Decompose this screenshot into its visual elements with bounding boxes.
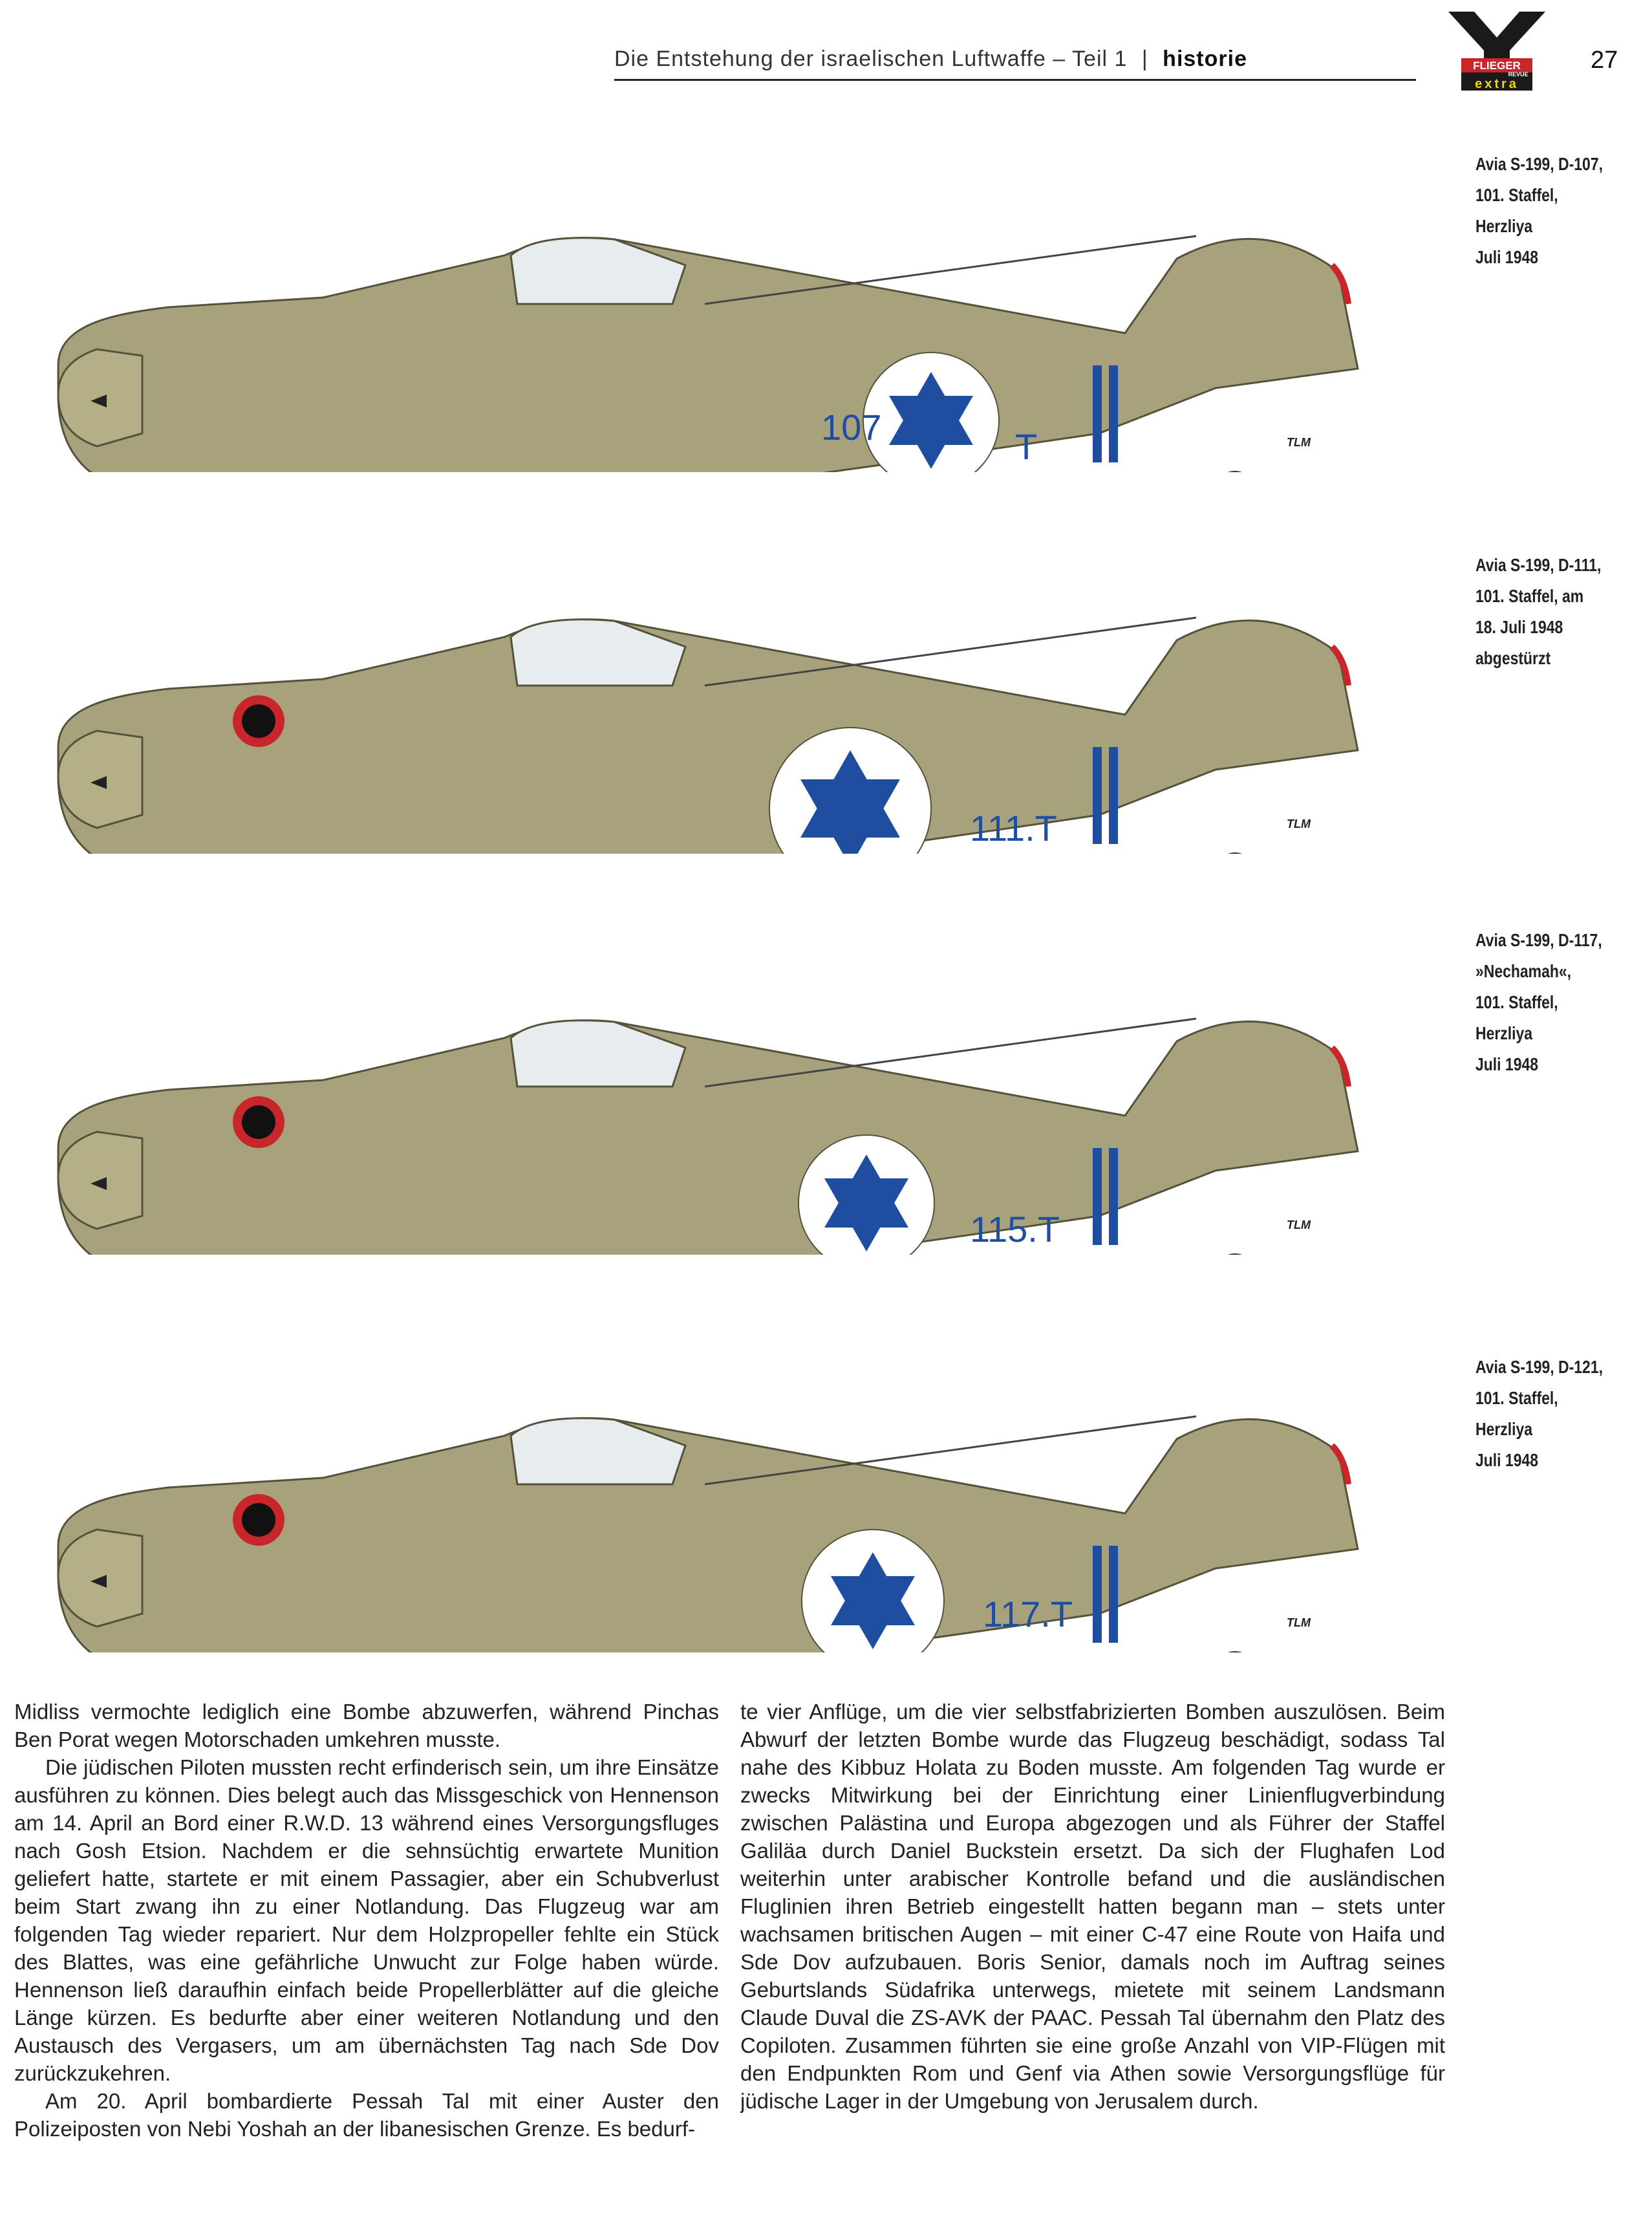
aircraft-caption-3: Avia S-199, D-117, »Nechamah«, 101. Staffel, Herzliya Juli 1948 (1475, 930, 1602, 1074)
aircraft-profile-2 (0, 492, 1422, 854)
paragraph: Die jüdischen Piloten mussten recht erfinderisch sein, um ihre Einsätze ausführen zu können. Dies belegt auch das Missgeschick von Hennenson am 14. April an Bord einer R.W.D. 13 während eines Versorgungsfluges nach Gosh Etsion. Nachdem er die sehnsüchtig erwartete Munition geliefert hatte, startete er mit einem Passagier, aber ein Schubverlust beim Start zwang ihn zu einer Notlandung. Das Flugzeug war am folgenden Tag wieder repariert. Nur dem Holzpropeller fehlte ein Stück des Blattes, was eine gefährliche Unwucht zur Folge haben würde. Hennenson ließ daraufhin einfach beide Propellerblätter auf die gleiche Länge kürzen. Es bedurfte aber einer weiteren Notlandung und den Austausch des Vergasers, um am übernächsten Tag nach Sde Dov zurückzukehren. (14, 1755, 719, 2085)
aircraft-caption-2: Avia S-199, D-111, 101. Staffel, am 18. Juli 1948 abgestürzt (1475, 555, 1602, 668)
aircraft-2-illustration (0, 492, 1422, 854)
body-column-left (14, 1698, 719, 2215)
aircraft-1-illustration (0, 110, 1422, 472)
aircraft-serial: 117.T (983, 1594, 1073, 1634)
aircraft-profile-1 (0, 110, 1422, 472)
aircraft-serial-suffix: T (1015, 426, 1038, 467)
header-separator: | (1141, 47, 1148, 71)
paragraph: te vier Anflüge, um die vier selbstfabrizierten Bomben auszulösen. Beim Abwurf der letzten Bombe wurde das Flugzeug beschädigt, sodass Tal nahe des Kibbuz Holata zu Boden musste. Am folgenden Tag wurde er zwecks Mitwirkung bei der Einrichtung einer Linienflugverbindung zwischen Palästina und Europa abgezogen und als Führer der Staffel Galiläa durch Daniel Buckstein ersetzt. Da sich der Flughafen Lod weiterhin unter arabischer Kontrolle befand und die ausländischen Fluglinien ihren Betrieb eingestellt hatten begann man – stets unter wachsamen britischen Augen – mit einer C-47 eine Route von Haifa und Sde Dov aufzubauen. Boris Senior, damals noch im Auftrag seines Geburtslands Südafrika unterwegs, mietete mit seinem Landsmann Claude Duval die ZS-AVK der PAAC. Pessah Tal übernahm den Platz des Copiloten. Zusammen führten sie eine große Anzahl von VIP-Flügen mit den Endpunkten Rom und Genf via Athen sowie Versorgungsflüge für jüdische Lager in der Umgebung von Jerusalem durch. (740, 1700, 1445, 2113)
section-label: historie (1163, 47, 1247, 71)
logo-line3: extra (1475, 77, 1519, 91)
logo-line2: REVUE (1508, 71, 1529, 78)
artist-signature: TLM (1287, 1616, 1311, 1629)
artist-signature: TLM (1287, 1218, 1311, 1231)
section-heading (614, 47, 1247, 72)
running-header (614, 40, 1416, 81)
paragraph: Am 20. April bombardierte Pessah Tal mit einer Auster den Polizeiposten von Nebi Yoshah an der libanesischen Grenze. Es bedurf- (14, 2089, 719, 2141)
aircraft-serial: 107 (821, 407, 882, 448)
paragraph: Midliss vermochte lediglich eine Bombe abzuwerfen, während Pinchas Ben Porat wegen Motorschaden umkehren musste. (14, 1700, 719, 1751)
aircraft-serial: 111.T (970, 808, 1057, 849)
aircraft-serial: 115.T (970, 1209, 1060, 1250)
magazine-logo (1448, 12, 1545, 92)
aircraft-profile-3 (0, 893, 1422, 1255)
body-column-right (740, 1698, 1445, 2215)
section-title: Die Entstehung der israelischen Luftwaffe – Teil 1 (614, 47, 1128, 71)
artist-signature: TLM (1287, 817, 1311, 830)
artist-signature: TLM (1287, 436, 1311, 449)
aircraft-profile-4 (0, 1290, 1422, 1652)
aircraft-caption-4: Avia S-199, D-121, 101. Staffel, Herzliya Juli 1948 (1475, 1357, 1603, 1470)
logo-line1: FLIEGER (1473, 60, 1521, 72)
flieger-revue-logo-icon (1448, 12, 1545, 92)
aircraft-4-illustration (0, 1290, 1422, 1652)
page-number: 27 (1591, 47, 1618, 74)
aircraft-caption-1: Avia S-199, D-107, 101. Staffel, Herzliya Juli 1948 (1475, 154, 1603, 267)
aircraft-3-illustration (0, 893, 1422, 1255)
